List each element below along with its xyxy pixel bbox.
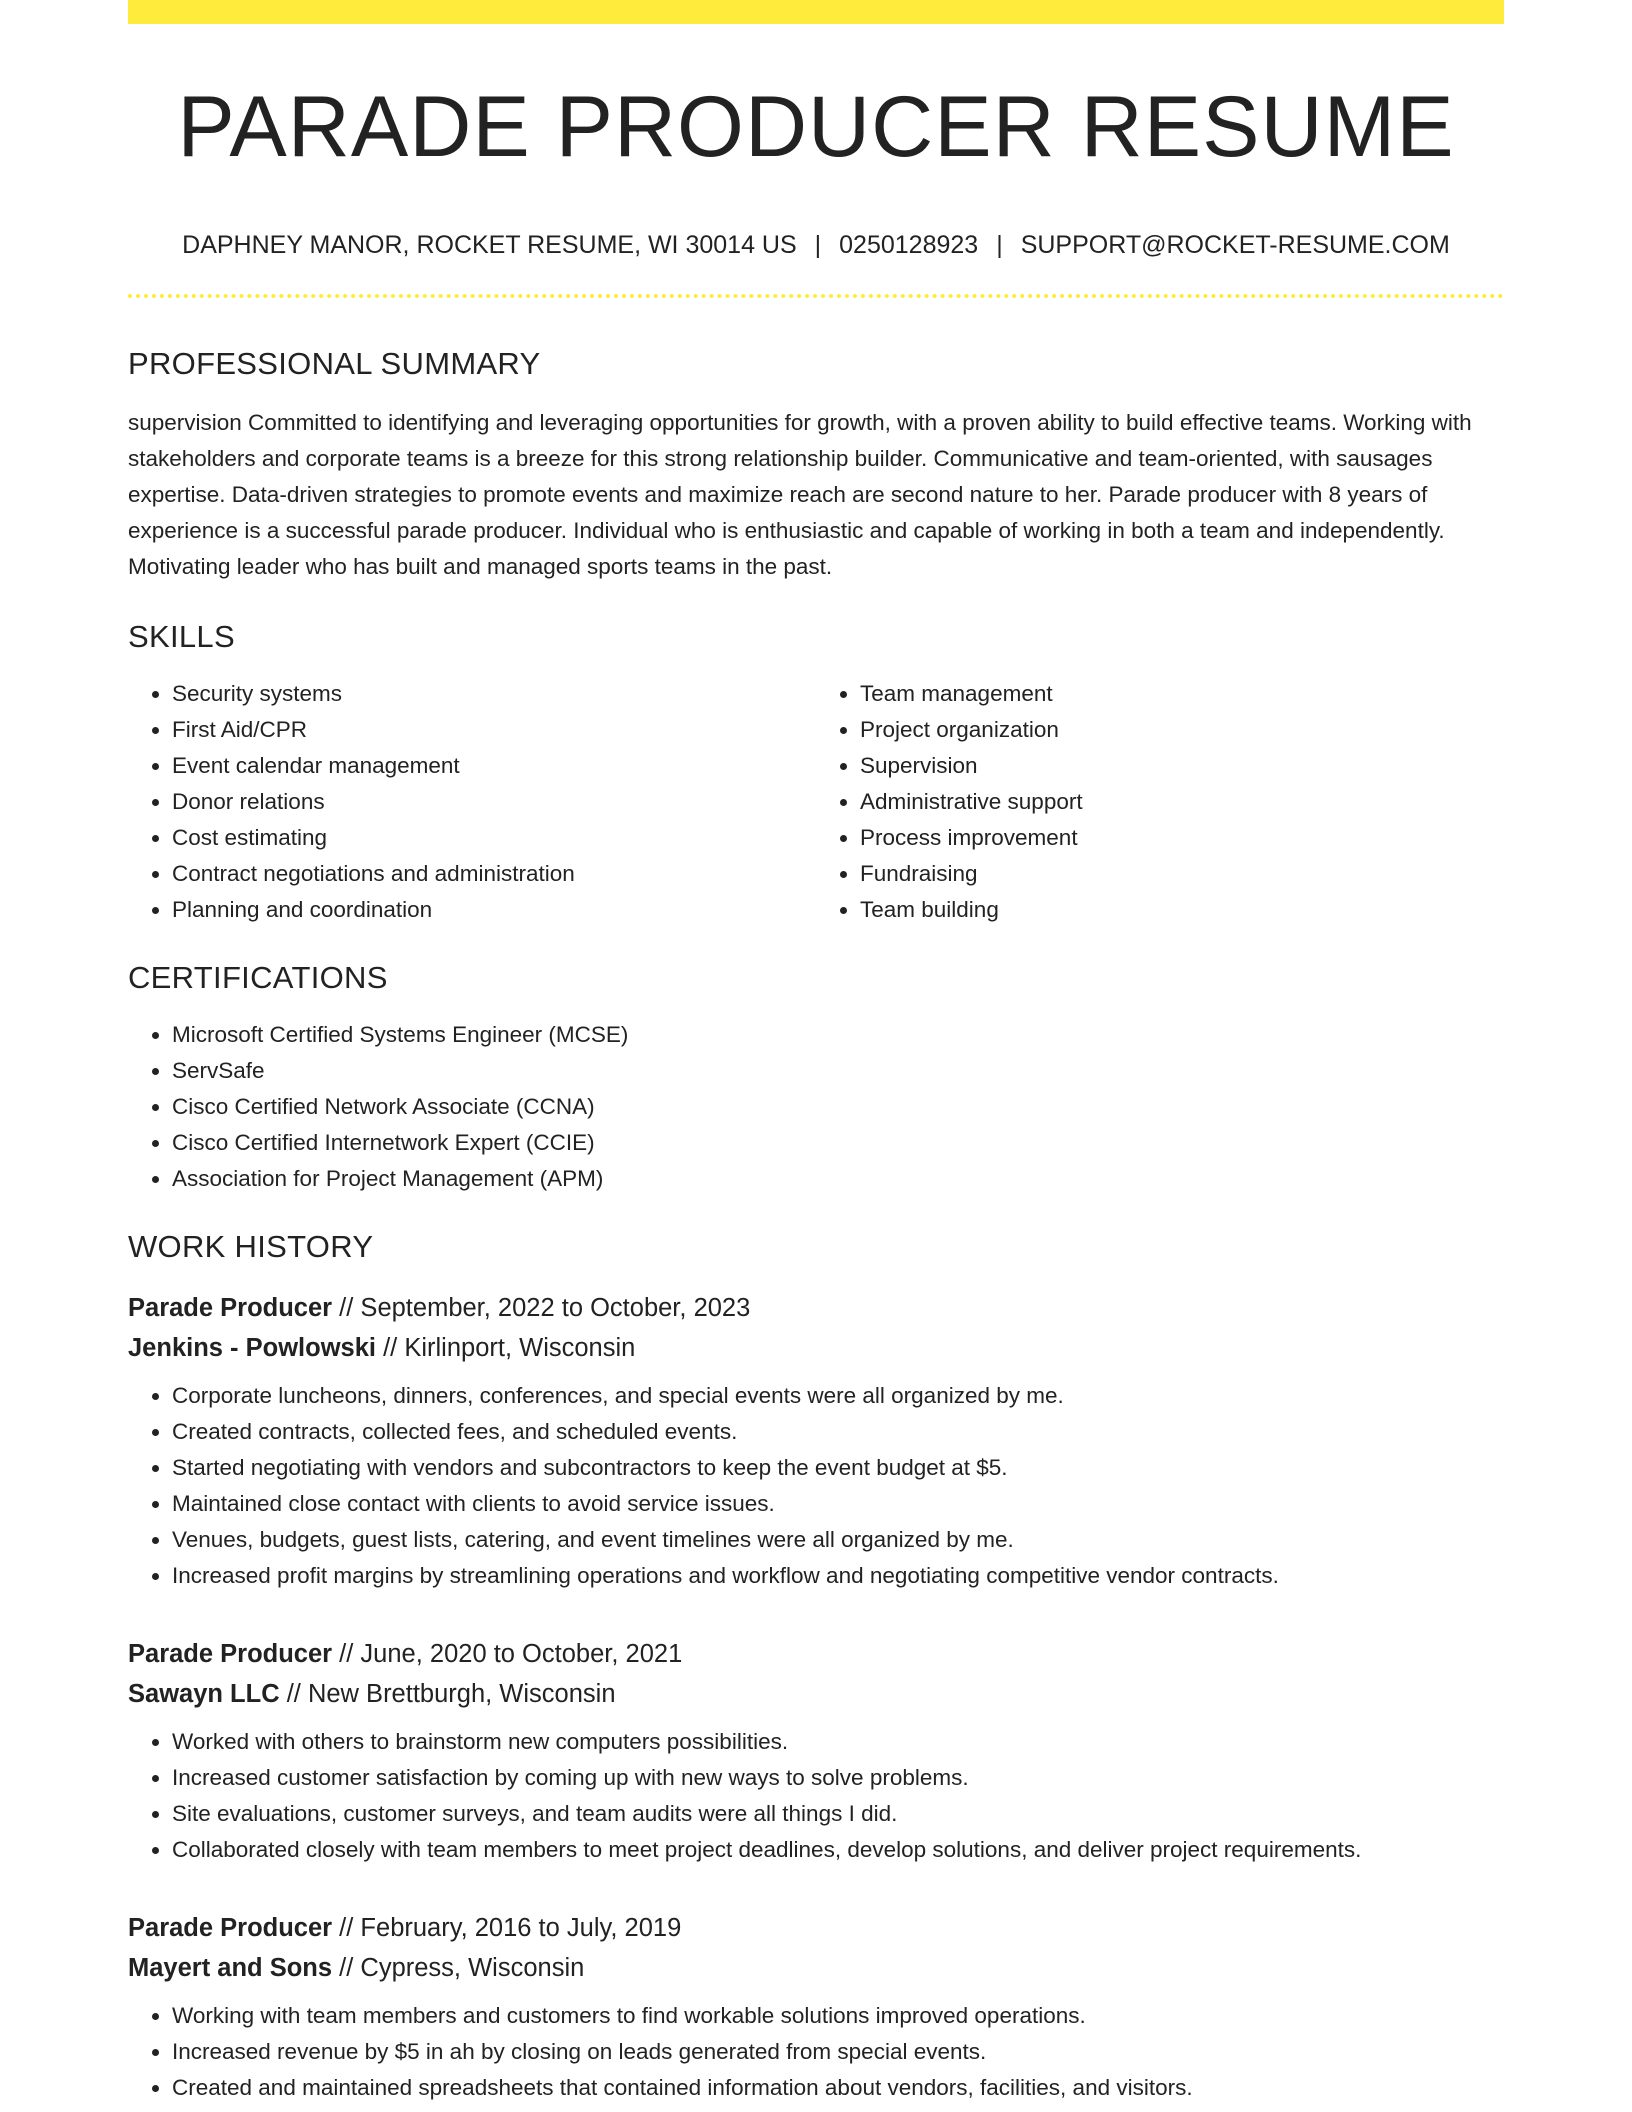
skills-list-left	[128, 676, 816, 928]
certification-item: • ServSafe	[172, 1053, 1504, 1089]
job-bullet: • Working with team members and customers to find workable solutions improved operations.	[172, 1998, 1504, 2034]
job-bullet: • Increased profit margins by streamlining operations and workflow and negotiating competitive vendor contracts.	[172, 1558, 1504, 1594]
dotted-divider	[128, 294, 1504, 298]
job-bullets	[128, 1724, 1504, 1868]
job-bullet: • Site evaluations, customer surveys, and team audits were all things I did.	[172, 1796, 1504, 1832]
job-company: Sawayn LLC	[128, 1679, 280, 1708]
job-bullets	[128, 1998, 1504, 2106]
job-entry	[128, 1634, 1504, 1868]
job-dates: // February, 2016 to July, 2019	[332, 1913, 682, 1942]
job-entry	[128, 1288, 1504, 1594]
job-dates: // September, 2022 to October, 2023	[332, 1293, 751, 1322]
accent-bar	[128, 0, 1504, 24]
skill-item: • Donor relations	[172, 784, 816, 820]
job-company-line	[128, 1328, 1504, 1368]
certifications-heading: CERTIFICATIONS	[128, 959, 388, 995]
skill-item: • Cost estimating	[172, 820, 816, 856]
skill-item: • Planning and coordination	[172, 892, 816, 928]
summary-heading: PROFESSIONAL SUMMARY	[128, 345, 541, 381]
skill-item: • Team building	[860, 892, 1504, 928]
job-entry	[128, 1908, 1504, 2106]
job-bullet: • Collaborated closely with team members to meet project deadlines, develop solutions, and deliver project requirements.	[172, 1832, 1504, 1868]
job-bullet: • Increased revenue by $5 in ah by closing on leads generated from special events.	[172, 2034, 1504, 2070]
job-company: Mayert and Sons	[128, 1953, 333, 1982]
job-bullet: • Created contracts, collected fees, and scheduled events.	[172, 1414, 1504, 1450]
job-bullet: • Started negotiating with vendors and subcontractors to keep the event budget at $5.	[172, 1450, 1504, 1486]
certifications-list	[128, 1017, 1504, 1197]
page-title: PARADE PRODUCER RESUME	[177, 79, 1455, 175]
job-title: Parade Producer	[128, 1913, 333, 1942]
job-location: // Cypress, Wisconsin	[332, 1953, 585, 1982]
contact-line	[128, 230, 1504, 259]
work-history-list	[128, 1288, 1504, 2106]
skill-item: • Administrative support	[860, 784, 1504, 820]
job-company-line	[128, 1948, 1504, 1988]
skills-columns	[128, 676, 1504, 928]
contact-phone: 0250128923	[839, 230, 979, 259]
contact-email: SUPPORT@ROCKET-RESUME.COM	[1020, 230, 1450, 259]
job-bullets	[128, 1378, 1504, 1594]
skill-item: • First Aid/CPR	[172, 712, 816, 748]
skill-item: • Contract negotiations and administration	[172, 856, 816, 892]
contact-separator: |	[814, 230, 822, 259]
job-company: Jenkins - Powlowski	[128, 1333, 376, 1362]
contact-address: DAPHNEY MANOR, ROCKET RESUME, WI 30014 US	[182, 230, 797, 259]
skill-item: • Supervision	[860, 748, 1504, 784]
skill-item: • Project organization	[860, 712, 1504, 748]
job-company-line	[128, 1674, 1504, 1714]
job-title: Parade Producer	[128, 1639, 333, 1668]
contact-separator: |	[996, 230, 1003, 259]
certification-item: • Microsoft Certified Systems Engineer (MCSE)	[172, 1017, 1504, 1053]
skill-item: • Process improvement	[860, 820, 1504, 856]
job-bullet: • Worked with others to brainstorm new computers possibilities.	[172, 1724, 1504, 1760]
job-bullet: • Increased customer satisfaction by coming up with new ways to solve problems.	[172, 1760, 1504, 1796]
job-location: // Kirlinport, Wisconsin	[376, 1333, 636, 1362]
job-bullet: • Created and maintained spreadsheets that contained information about vendors, facilities, and visitors.	[172, 2070, 1504, 2106]
skill-item: • Fundraising	[860, 856, 1504, 892]
resume-page	[128, 0, 1504, 2106]
summary-text: supervision Committed to identifying and leveraging opportunities for growth, with a proven ability to build effective teams. Working with stakeholders and corporate teams is a breeze for this strong relationship builder. Communicative and team-oriented, with sausages expertise. Data-driven strategies to promote events and maximize reach are second nature to her. Parade producer with 8 years of experience is a successful parade producer. Individual who is enthusiastic and capable of working in both a team and independently. Motivating leader who has built and managed sports teams in the past.	[128, 409, 1472, 579]
certification-item: • Cisco Certified Network Associate (CCNA)	[172, 1089, 1504, 1125]
skill-item: • Event calendar management	[172, 748, 816, 784]
work-history-heading: WORK HISTORY	[128, 1228, 374, 1264]
job-dates: // June, 2020 to October, 2021	[332, 1639, 683, 1668]
job-title: Parade Producer	[128, 1293, 333, 1322]
skill-item: • Team management	[860, 676, 1504, 712]
skills-list-right	[816, 676, 1504, 928]
certification-item: • Association for Project Management (APM)	[172, 1161, 1504, 1197]
skill-item: • Security systems	[172, 676, 816, 712]
job-title-line	[128, 1634, 1504, 1674]
job-bullet: • Corporate luncheons, dinners, conferences, and special events were all organized by me.	[172, 1378, 1504, 1414]
job-title-line	[128, 1288, 1504, 1328]
job-bullet: • Venues, budgets, guest lists, catering, and event timelines were all organized by me.	[172, 1522, 1504, 1558]
job-bullet: • Maintained close contact with clients to avoid service issues.	[172, 1486, 1504, 1522]
job-location: // New Brettburgh, Wisconsin	[279, 1679, 616, 1708]
skills-heading: SKILLS	[128, 618, 235, 654]
certification-item: • Cisco Certified Internetwork Expert (CCIE)	[172, 1125, 1504, 1161]
job-title-line	[128, 1908, 1504, 1948]
